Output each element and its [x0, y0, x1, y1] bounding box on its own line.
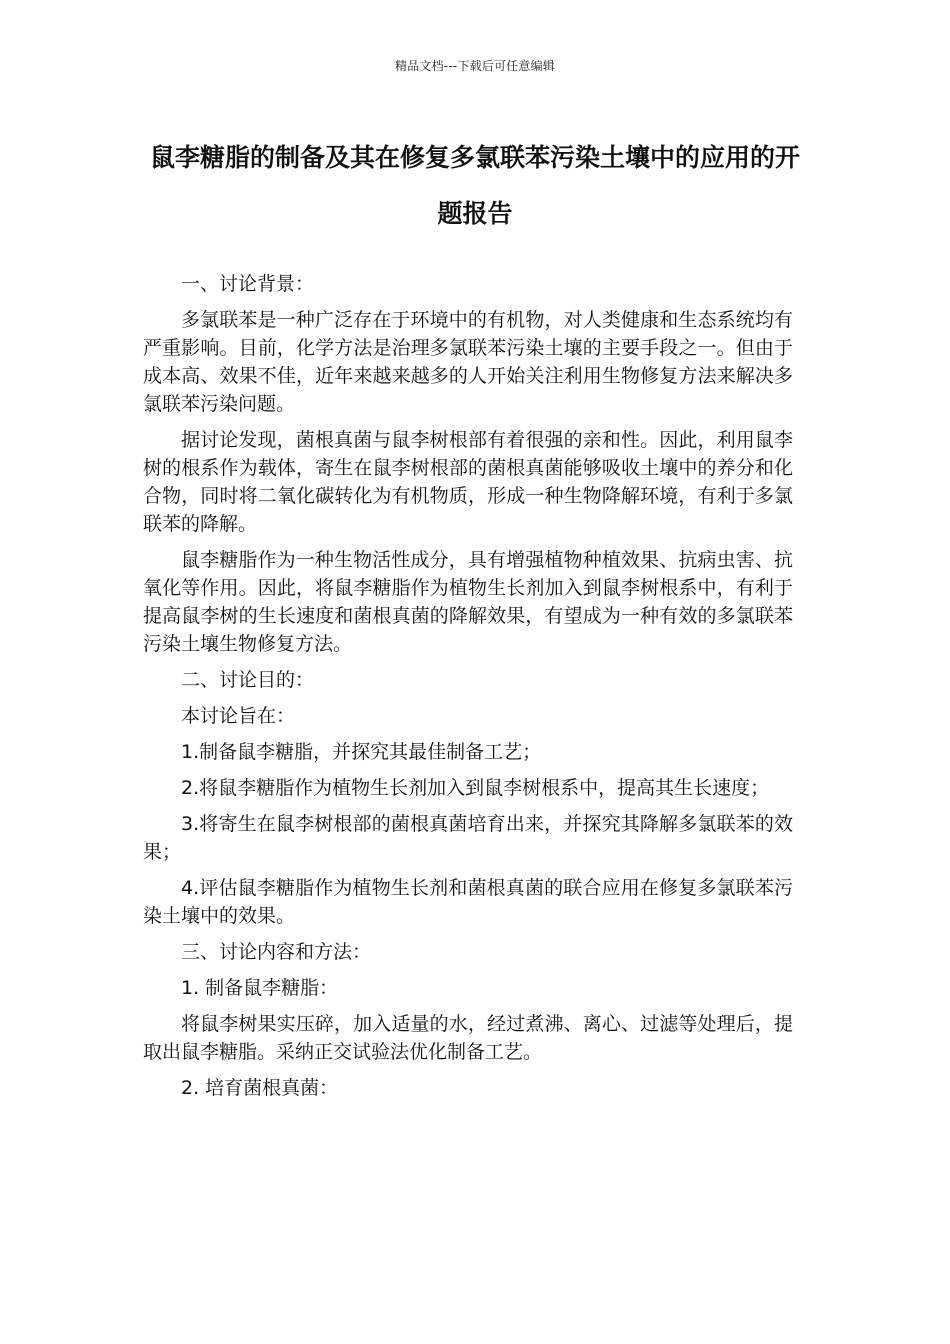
paragraph: 将鼠李树果实压碎，加入适量的水，经过煮沸、离心、过滤等处理后，提取出鼠李糖脂。采纳正交试验法优化制备工艺。 — [143, 1013, 793, 1063]
section-heading-methods: 三、讨论内容和方法： — [181, 941, 372, 963]
document-title: 鼠李糖脂的制备及其在修复多氯联苯污染土壤中的应用的开题报告 — [149, 143, 800, 228]
subsection-heading: 2. 培育菌根真菌： — [181, 1077, 339, 1099]
paragraph: 据讨论发现，菌根真菌与鼠李树根部有着很强的亲和性。因此，利用鼠李树的根系作为载体，寄生在鼠李树根部的菌根真菌能够吸收土壤中的养分和化合物，同时将二氧化碳转化为有机物质，形成一种生物降解环境，有利于多氯联苯的降解。 — [143, 429, 793, 535]
header-note: 精品文档---下载后可任意编辑 — [395, 59, 555, 73]
document-body — [143, 270, 793, 1110]
section-heading-objectives: 二、讨论目的： — [181, 669, 315, 691]
section-heading-background: 一、讨论背景： — [181, 273, 315, 295]
list-item: 3.将寄生在鼠李树根部的菌根真菌培育出来，并探究其降解多氯联苯的效果； — [143, 813, 793, 863]
subsection-heading: 1. 制备鼠李糖脂： — [181, 977, 339, 999]
list-item: 2.将鼠李糖脂作为植物生长剂加入到鼠李树根系中，提高其生长速度； — [181, 777, 770, 799]
paragraph: 鼠李糖脂作为一种生物活性成分，具有增强植物种植效果、抗病虫害、抗氧化等作用。因此，将鼠李糖脂作为植物生长剂加入到鼠李树根系中，有利于提高鼠李树的生长速度和菌根真菌的降解效果，有望成为一种有效的多氯联苯污染土壤生物修复方法。 — [143, 549, 793, 655]
list-item: 4.评估鼠李糖脂作为植物生长剂和菌根真菌的联合应用在修复多氯联苯污染土壤中的效果。 — [143, 877, 793, 927]
paragraph: 本讨论旨在： — [181, 705, 296, 727]
paragraph: 多氯联苯是一种广泛存在于环境中的有机物，对人类健康和生态系统均有严重影响。目前，化学方法是治理多氯联苯污染土壤的主要手段之一。但由于成本高、效果不佳，近年来越来越多的人开始关注利用生物修复方法来解决多氯联苯污染问题。 — [143, 309, 793, 415]
list-item: 1.制备鼠李糖脂，并探究其最佳制备工艺； — [181, 741, 542, 763]
